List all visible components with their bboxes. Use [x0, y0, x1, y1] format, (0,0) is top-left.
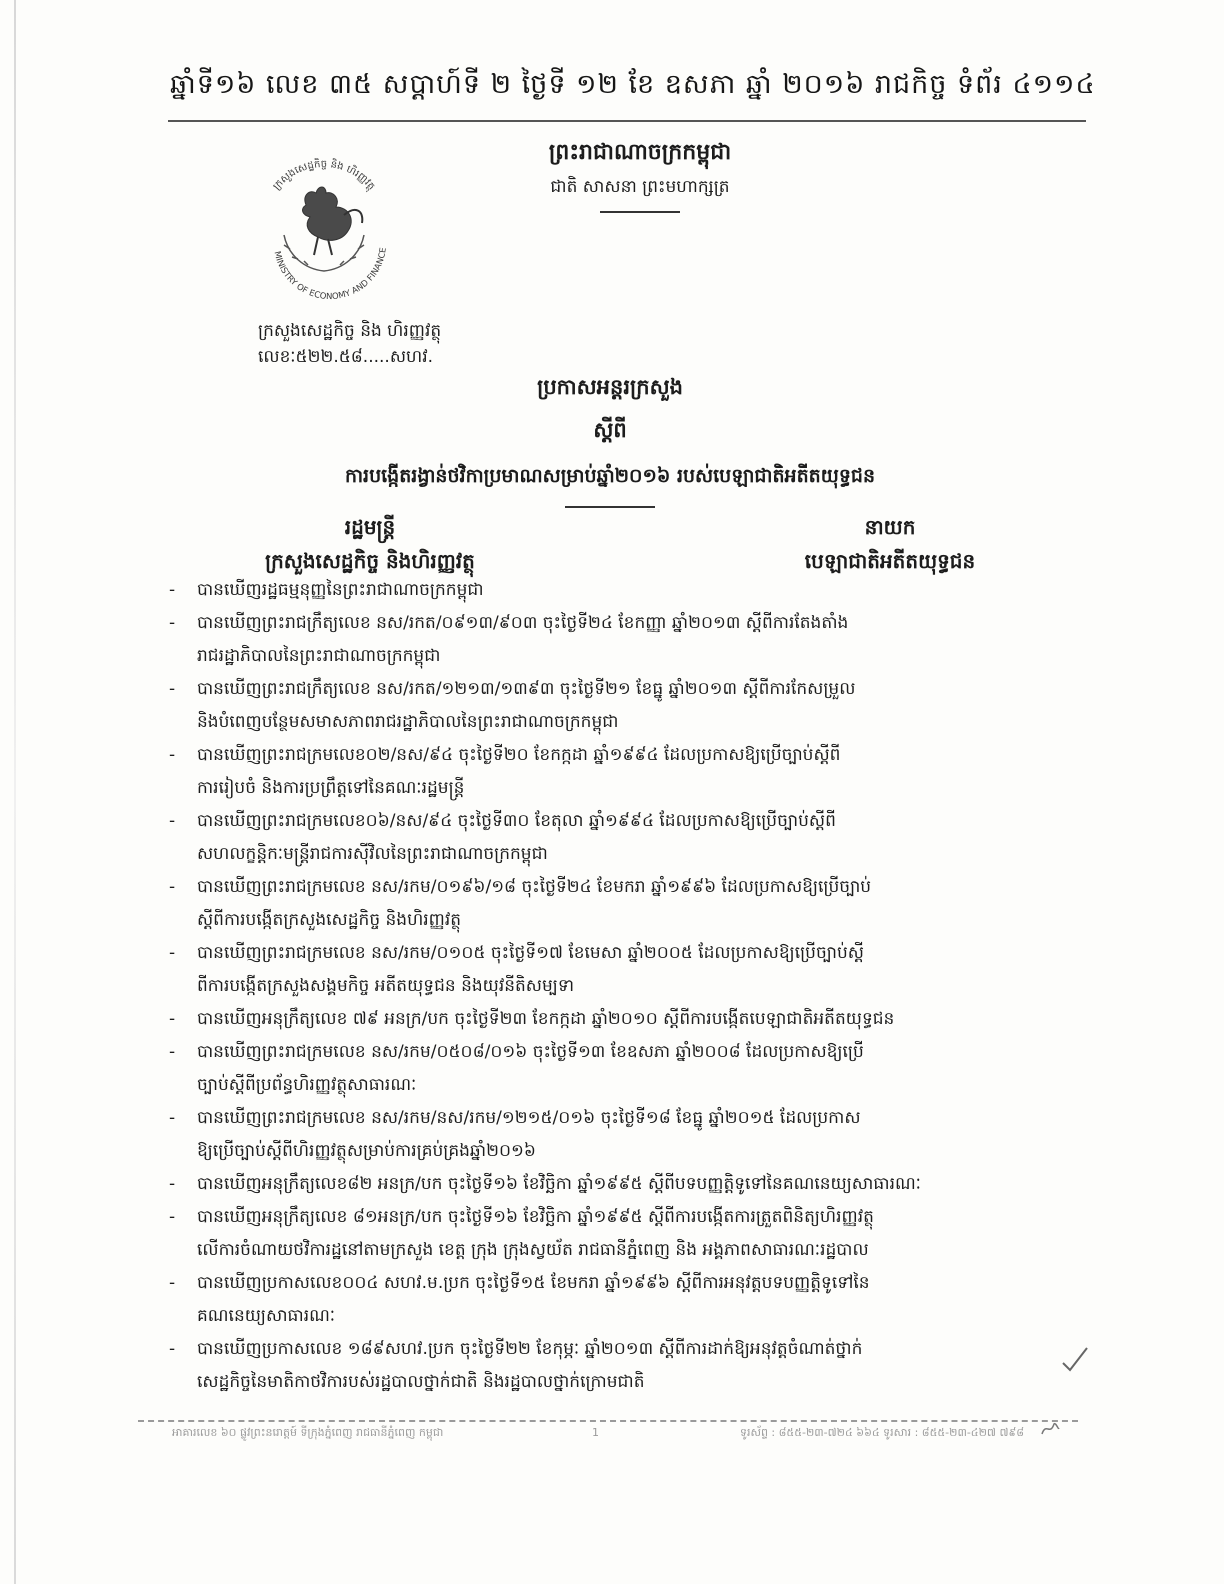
document-title	[250, 374, 970, 508]
list-item: - បានឃើញព្រះរាជក្រឹត្យលេខ នស/រកត/១២១៣/១៣៩៣ ចុះថ្ងៃទី២១ ខែធ្នូ ឆ្នាំ២០១៣ ស្តីពីការកែសម្រួល និងបំពេញបន្ថែមសមាសភាពរាជរដ្ឋាភិបាលនៃព្រះរាជាណាចក្រកម្ពុជា	[169, 679, 856, 732]
list-item: - បានឃើញអនុក្រឹត្យលេខ ៧៩ អនក្រ/បក ចុះថ្ងៃទី២៣ ខែកក្កដា ឆ្នាំ២០១០ ស្តីពីការបង្កើតបេឡាជាតិអតីតយុទ្ធជន	[169, 1009, 895, 1029]
gazette-header: ឆ្នាំទី១៦ លេខ ៣៥ សប្ដាហ៍ទី ២ ថ្ងៃទី ១២ ខែ ឧសភា ឆ្នាំ ២០១៦ រាជកិច្ច ទំព័រ ៤១១៤	[170, 69, 1096, 100]
initial-mark-icon	[1040, 1420, 1060, 1438]
ministry-seal-icon	[244, 145, 404, 305]
list-item: - បានឃើញប្រកាសលេខ ១៨៩សហវ.ប្រក ចុះថ្ងៃទី២២ ខែកុម្ភៈ ឆ្នាំ២០១៣ ស្តីពីការដាក់ឱ្យអនុវត្តចំណាត់ថ្នាក់ សេដ្ឋកិច្ចនៃមាតិកាថវិការបស់រដ្ឋបាលថ្នាក់ជាតិ និងរដ្ឋបាលថ្នាក់ក្រោមជាតិ	[169, 1339, 863, 1392]
motto-divider	[600, 211, 680, 213]
list-item: - បានឃើញព្រះរាជក្រមលេខ នស/រកម/០១០៥ ចុះថ្ងៃទី១៧ ខែមេសា ឆ្នាំ២០០៥ ដែលប្រកាសឱ្យប្រើច្បាប់ស្តី ពីការបង្កើតក្រសួងសង្គមកិច្ច អតីតយុទ្ធជន និងយុវនីតិសម្បទា	[169, 943, 864, 996]
list-item: - បានឃើញអនុក្រឹត្យលេខ ៨១អនក្រ/បក ចុះថ្ងៃទី១៦ ខែវិច្ឆិកា ឆ្នាំ១៩៩៥ ស្តីពីការបង្កើតការត្រួតពិនិត្យហិរញ្ញវត្ថុ លើការចំណាយថវិការដ្ឋនៅតាមក្រសួង ខេត្ត ក្រុង ក្រុងស្វយ័ត រាជធានីភ្នំពេញ និង អង្គភាពសាធារណៈរដ្ឋបាល	[169, 1207, 874, 1260]
title-line-3: ការបង្កើតរង្វាន់ថវិកាប្រមាណសម្រាប់ឆ្នាំ២០១៦ របស់បេឡាជាតិអតីតយុទ្ធជន	[344, 465, 876, 487]
list-item: - បានឃើញប្រកាសលេខ០០៤ សហវ.ម.ប្រក ចុះថ្ងៃទី១៥ ខែមករា ឆ្នាំ១៩៩៦ ស្តីពីការអនុវត្តបទបញ្ញត្តិទូទៅនៃ គណនេយ្យសាធារណៈ	[169, 1273, 870, 1326]
list-item: - បានឃើញព្រះរាជក្រមលេខ០៦/នស/៩៤ ចុះថ្ងៃទី៣០ ខែតុលា ឆ្នាំ១៩៩៤ ដែលប្រកាសឱ្យប្រើច្បាប់ស្តីពី សហលក្ខន្តិកៈមន្ត្រីរាជការស៊ីវិលនៃព្រះរាជាណាចក្រកម្ពុជា	[169, 811, 836, 864]
list-item: - បានឃើញព្រះរាជក្រមលេខ នស/រកម/នស/រកម/១២១៥/០១៦ ចុះថ្ងៃទី១៨ ខែធ្នូ ឆ្នាំ២០១៥ ដែលប្រកាស ឱ្យប្រើច្បាប់ស្តីពីហិរញ្ញវត្ថុសម្រាប់ការគ្រប់គ្រងឆ្នាំ២០១៦	[169, 1108, 861, 1161]
footer-address: អាគារលេខ ៦០ ផ្លូវព្រះនរោត្តម៍ ទីក្រុងភ្នំពេញ រាជធានីភ្នំពេញ កម្ពុជា	[172, 1426, 444, 1439]
seal-bottom-text: MINISTRY OF ECONOMY AND FINANCE	[271, 246, 389, 303]
title-line-2: ស្តីពី	[593, 418, 627, 442]
scan-edge	[14, 0, 16, 1584]
kingdom-motto: ជាតិ សាសនា ព្រះមហាក្សត្រ	[550, 177, 730, 197]
signatory-right-title: នាយក	[864, 515, 916, 539]
list-item: - បានឃើញរដ្ឋធម្មនុញ្ញនៃព្រះរាជាណាចក្រកម្ពុជា	[169, 580, 484, 600]
list-item: - បានឃើញព្រះរាជក្រមលេខ នស/រកម/០១៩៦/១៨ ចុះថ្ងៃទី២៤ ខែមករា ឆ្នាំ១៩៩៦ ដែលប្រកាសឱ្យប្រើច្បាប់ ស្តីពីការបង្កើតក្រសួងសេដ្ឋកិច្ច និងហិរញ្ញវត្ថុ	[169, 877, 872, 930]
seal-top-text: ក្រសួងសេដ្ឋកិច្ច និង ហិរញ្ញវត្ថុ	[271, 158, 377, 193]
title-line-1: ប្រកាសអន្តរក្រសួង	[537, 375, 683, 399]
signatory-left-title: រដ្ឋមន្ត្រី	[344, 515, 396, 539]
svg-text:MINISTRY OF ECONOMY AND FINANC	[272, 247, 389, 302]
list-item: - បានឃើញព្រះរាជក្រមលេខ នស/រកម/០៥០៨/០១៦ ចុះថ្ងៃទី១៣ ខែឧសភា ឆ្នាំ២០០៨ ដែលប្រកាសឱ្យប្រើ ច្បាប់ស្តីពីប្រព័ន្ធហិរញ្ញវត្ថុសាធារណៈ	[169, 1042, 864, 1095]
considerations-list	[165, 574, 1045, 1399]
header-rule	[168, 120, 1086, 122]
rooster-seal-icon	[303, 187, 363, 255]
checkmark-icon	[1060, 1345, 1090, 1373]
footer-page-number: 1	[592, 1426, 599, 1439]
footer-rule	[138, 1420, 1078, 1422]
signatory-right-org: បេឡាជាតិអតីតយុទ្ធជន	[804, 549, 976, 573]
kingdom-name: ព្រះរាជាណាចក្រកម្ពុជា	[548, 140, 732, 165]
title-divider	[565, 506, 655, 508]
laurel-icon	[284, 235, 364, 271]
list-item: - បានឃើញអនុក្រឹត្យលេខ៨២ អនក្រ/បក ចុះថ្ងៃទី១៦ ខែវិច្ឆិកា ឆ្នាំ១៩៩៥ ស្តីពីបទបញ្ញត្តិទូទៅនៃគណនេយ្យសាធារណៈ	[169, 1174, 921, 1194]
ministry-name: ក្រសួងសេដ្ឋកិច្ច និង ហិរញ្ញវត្ថុ	[258, 321, 442, 341]
signatory-right	[740, 510, 1040, 578]
signatory-left	[220, 510, 520, 578]
list-item: - បានឃើញព្រះរាជក្រមលេខ០២/នស/៩៤ ចុះថ្ងៃទី២០ ខែកក្កដា ឆ្នាំ១៩៩៤ ដែលប្រកាសឱ្យប្រើច្បាប់ស្តីពី ការរៀបចំ និងការប្រព្រឹត្តទៅនៃគណៈរដ្ឋមន្ត្រី	[169, 745, 841, 798]
signatory-left-org: ក្រសួងសេដ្ឋកិច្ច និងហិរញ្ញវត្ថុ	[265, 549, 475, 573]
footer-contact: ទូរស័ព្ទ : ៨៥៥-២៣-៧២៤ ៦៦៤ ទូរសារ : ៨៥៥-២៣-៤២៧ ៧៩៨	[740, 1426, 1025, 1439]
kingdom-heading	[500, 138, 780, 213]
ministry-block	[258, 318, 478, 370]
ministry-reference: លេខៈ៥២២.៥៨.....សហវ.	[258, 347, 433, 367]
list-item: - បានឃើញព្រះរាជក្រឹត្យលេខ នស/រកត/០៩១៣/៩០៣ ចុះថ្ងៃទី២៤ ខែកញ្ញា ឆ្នាំ២០១៣ ស្តីពីការតែងតាំង រាជរដ្ឋាភិបាលនៃព្រះរាជាណាចក្រកម្ពុជា	[169, 613, 849, 666]
